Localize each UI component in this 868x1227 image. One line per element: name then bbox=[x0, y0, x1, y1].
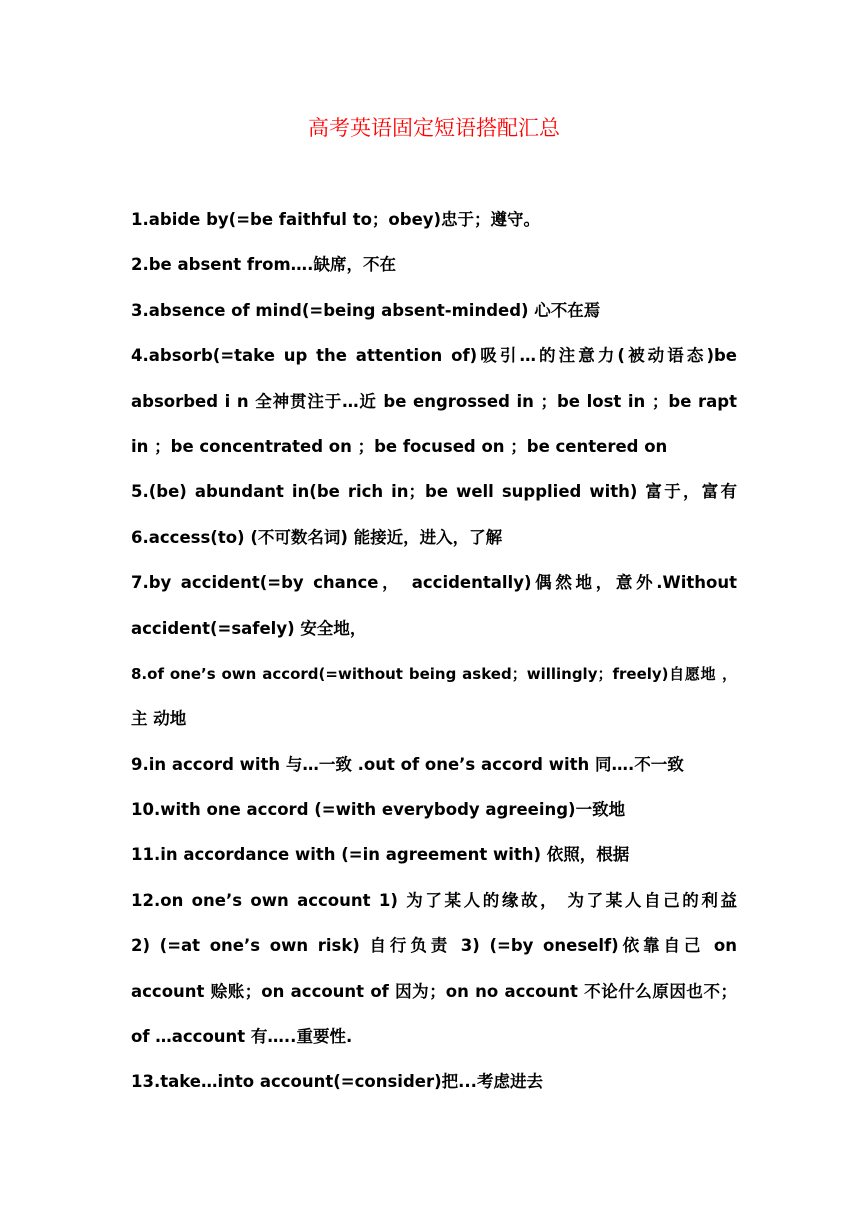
paragraph-line-20: 13.take…into account(=consider)把...考虑进去 bbox=[131, 1072, 543, 1092]
paragraph-line-4: 4.absorb(=take up the attention of)吸引…的注意力(被动语态)be bbox=[131, 346, 737, 366]
paragraph-line-18: account 赊账；on account of 因为；on no account 不论什么原因也不； bbox=[131, 981, 737, 1001]
paragraph-line-16: 12.on one’s own account 1) 为了某人的缘故， 为了某人自己的利益 bbox=[131, 890, 737, 910]
paragraph-line-2: 2.be absent from….缺席，不在 bbox=[131, 255, 396, 275]
paragraph-line-19: of …account 有…..重要性. bbox=[131, 1027, 353, 1047]
document-body bbox=[131, 204, 737, 1112]
paragraph-line-3: 3.absence of mind(=being absent-minded) 心不在焉 bbox=[131, 300, 601, 320]
document-title: 高考英语固定短语搭配汇总 bbox=[308, 116, 560, 140]
paragraph-line-12: 主 动地 bbox=[131, 709, 187, 729]
paragraph-line-15: 11.in accordance with (=in agreement with) 依照，根据 bbox=[131, 845, 630, 865]
paragraph-line-1: 1.abide by(=be faithful to；obey)忠于；遵守。 bbox=[131, 210, 541, 229]
paragraph-line-7: 5.(be) abundant in(be rich in；be well supplied with) 富于，富有 bbox=[131, 482, 737, 502]
paragraph-line-11: 8.of one’s own accord(=without being asked；willingly；freely)自愿地 ， bbox=[131, 664, 737, 683]
paragraph-line-8: 6.access(to) (不可数名词) 能接近，进入，了解 bbox=[131, 527, 503, 547]
paragraph-line-13: 9.in accord with 与…一致 .out of one’s accord with 同….不一致 bbox=[131, 754, 684, 774]
paragraph-line-9: 7.by accident(=by chance， accidentally)偶然地，意外.Without bbox=[131, 573, 737, 593]
paragraph-line-14: 10.with one accord (=with everybody agreeing)一致地 bbox=[131, 800, 626, 820]
paragraph-line-5: absorbed i n 全神贯注于…近 be engrossed in ；be lost in ；be rapt bbox=[131, 391, 737, 411]
paragraph-line-10: accident(=safely) 安全地， bbox=[131, 618, 367, 638]
paragraph-line-6: in ；be concentrated on ；be focused on ；be centered on bbox=[131, 436, 668, 456]
paragraph-line-17: 2) (=at one’s own risk) 自行负责 3) (=by oneself)依靠自己 on bbox=[131, 936, 737, 956]
